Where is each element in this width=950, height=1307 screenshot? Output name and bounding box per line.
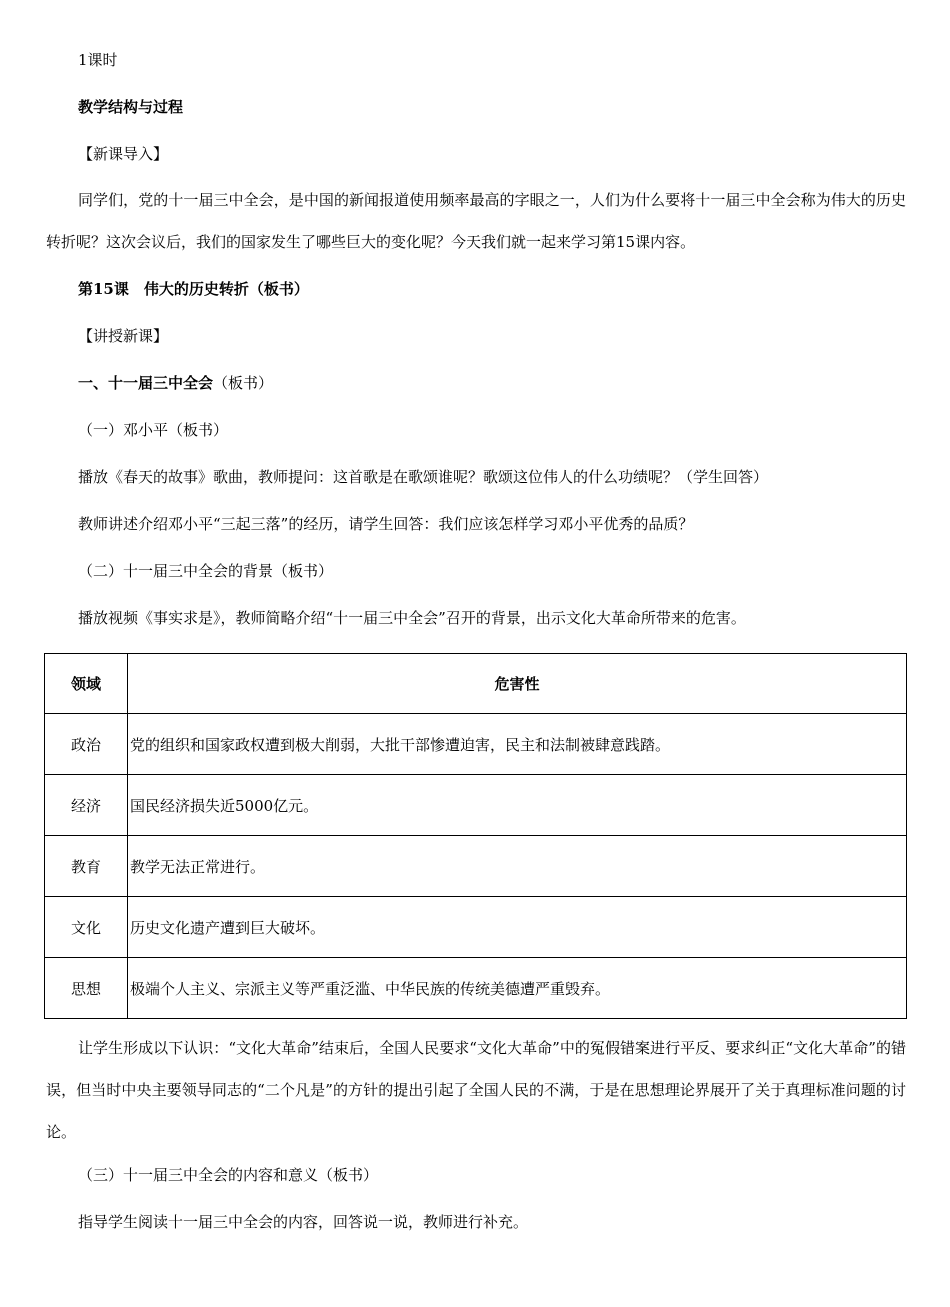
heading-plenum-note: （板书）: [213, 374, 274, 392]
table-row: [45, 836, 907, 897]
subheading-content-significance: （三）十一届三中全会的内容和意义（板书）: [78, 1166, 379, 1184]
table-row: [45, 958, 907, 1019]
cell-domain: 教育: [45, 836, 128, 897]
table-row: [45, 714, 907, 775]
table-header-row: [45, 654, 907, 714]
section-label-intro: 【新课导入】: [78, 145, 169, 163]
class-hours: 1课时: [78, 51, 118, 69]
cell-domain: 文化: [45, 897, 128, 958]
cell-harm: 极端个人主义、宗派主义等严重泛滥、中华民族的传统美德遭严重毁弃。: [128, 958, 907, 1019]
intro-paragraph: 同学们，党的十一届三中全会，是中国的新闻报道使用频率最高的字眼之一，人们为什么要将十一届三中全会称为伟大的历史转折呢？这次会议后，我们的国家发生了哪些巨大的变化呢？今天我们就一起来学习第15课内容。: [46, 191, 906, 251]
lesson-title: 第15课 伟大的历史转折（板书）: [78, 280, 309, 298]
table-row: [45, 775, 907, 836]
cell-domain: 政治: [45, 714, 128, 775]
paragraph-deng-experience: 教师讲述介绍邓小平“三起三落”的经历，请学生回答：我们应该怎样学习邓小平优秀的品质？: [78, 515, 694, 533]
section-label-new-lesson: 【讲授新课】: [78, 327, 169, 345]
cell-harm: 党的组织和国家政权遭到极大削弱，大批干部惨遭迫害，民主和法制被肆意践踏。: [128, 714, 907, 775]
header-harm: 危害性: [128, 654, 907, 714]
paragraph-recognition: 让学生形成以下认识：“文化大革命”结束后，全国人民要求“文化大革命”中的冤假错案进行平反、要求纠正“文化大革命”的错误，但当时中央主要领导同志的“二个凡是”的方针的提出引起了全国人民的不满，于是在思想理论界展开了关于真理标准问题的讨论。: [46, 1039, 906, 1141]
harm-table: [44, 653, 907, 1019]
table-row: [45, 897, 907, 958]
paragraph-guidance: 指导学生阅读十一届三中全会的内容，回答说一说，教师进行补充。: [78, 1213, 529, 1231]
header-domain: 领域: [45, 654, 128, 714]
cell-harm: 国民经济损失近5000亿元。: [128, 775, 907, 836]
cell-harm: 历史文化遗产遭到巨大破坏。: [128, 897, 907, 958]
subheading-deng: （一）邓小平（板书）: [78, 421, 229, 439]
heading-plenum: [78, 373, 273, 393]
heading-plenum-title: 一、十一届三中全会: [78, 374, 214, 392]
paragraph-video: 播放视频《事实求是》，教师简略介绍“十一届三中全会”召开的背景，出示文化大革命所带来的危害。: [78, 609, 746, 627]
cell-domain: 经济: [45, 775, 128, 836]
subheading-background: （二）十一届三中全会的背景（板书）: [78, 562, 334, 580]
paragraph-song: 播放《春天的故事》歌曲，教师提问：这首歌是在歌颂谁呢？歌颂这位伟人的什么功绩呢？（学生回答）: [78, 468, 769, 486]
cell-domain: 思想: [45, 958, 128, 1019]
cell-harm: 教学无法正常进行。: [128, 836, 907, 897]
section-heading-structure: 教学结构与过程: [78, 98, 184, 116]
